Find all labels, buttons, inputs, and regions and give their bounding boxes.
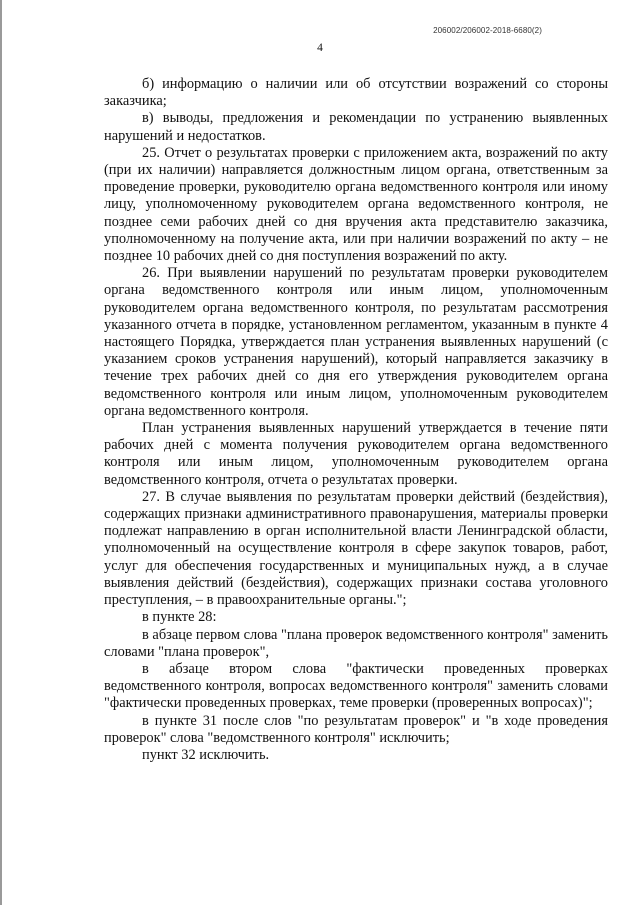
document-body xyxy=(104,76,608,764)
paragraph-first-abzac: в абзаце первом слова "плана проверок ведомственного контроля" заменить словами "плана проверок", xyxy=(104,626,608,660)
paragraph-second-abzac: в абзаце втором слова "фактически проведенных проверках ведомственного контроля, вопросах ведомственного контроля" заменить словами "фактически проведенных проверках, теме проверки (проверенных вопросах)"; xyxy=(104,660,608,712)
paragraph-b: б) информацию о наличии или об отсутствии возражений со стороны заказчика; xyxy=(104,76,608,110)
paragraph-27: 27. В случае выявления по результатам проверки действий (бездействия), содержащих признаки административного правонарушения, материалы проверки подлежат направлению в орган исполнительной власти Ленинградской области, уполномоченный на осуществление контроля в сфере закупок товаров, работ, услуг для обеспечения государственных и муниципальных нужд, а в случае выявления действий (бездействия), содержащих признаки состава уголовного преступления, – в правоохранительные органы."; xyxy=(104,488,608,609)
paragraph-26: 26. При выявлении нарушений по результатам проверки руководителем органа ведомственного контроля или иным лицом, уполномоченным руководителем органа ведомственного контроля, по результатам рассмотрения указанного отчета в порядке, установленном регламентом, указанным в пункте 4 настоящего Порядка, утверждается план устранения выявленных нарушений (с указанием сроков устранения нарушений), который направляется заказчику в течение трех рабочих дней со дня его утверждения руководителем органа ведомственного контроля или иным лицом, уполномоченным руководителем органа ведомственного контроля. xyxy=(104,265,608,419)
paragraph-point-28: в пункте 28: xyxy=(142,609,217,626)
paragraph-point-32: пункт 32 исключить. xyxy=(142,746,270,763)
scan-edge-line xyxy=(0,0,2,905)
paragraph-25: 25. Отчет о результатах проверки с приложением акта, возражений по акту (при их наличии) направляется должностным лицом органа, ответственным за проведение проверки, руководителю органа ведомственного контроля или иному лицу, уполномоченному руководителем органа ведомственного контроля, не позднее семи рабочих дней со дня вручения акта представителю заказчика, уполномоченному на получение акта, или при наличии возражений по акту – не позднее 10 рабочих дней со дня поступления возражений по акту. xyxy=(104,144,608,265)
paragraph-v: в) выводы, предложения и рекомендации по устранению выявленных нарушений и недостатков. xyxy=(104,110,608,144)
paragraph-plan: План устранения выявленных нарушений утверждается в течение пяти рабочих дней с момента получения руководителем органа ведомственного контроля или иным лицом, уполномоченным руководителем органа ведомственного контроля, отчета о результатах проверки. xyxy=(104,420,608,488)
paragraph-point-31: в пункте 31 после слов "по результатам проверок" и "в ходе проведения проверок" слова "ведомственного контроля" исключить; xyxy=(104,712,608,746)
page-number: 4 xyxy=(317,42,323,54)
document-id: 206002/206002-2018-6680(2) xyxy=(433,26,542,35)
